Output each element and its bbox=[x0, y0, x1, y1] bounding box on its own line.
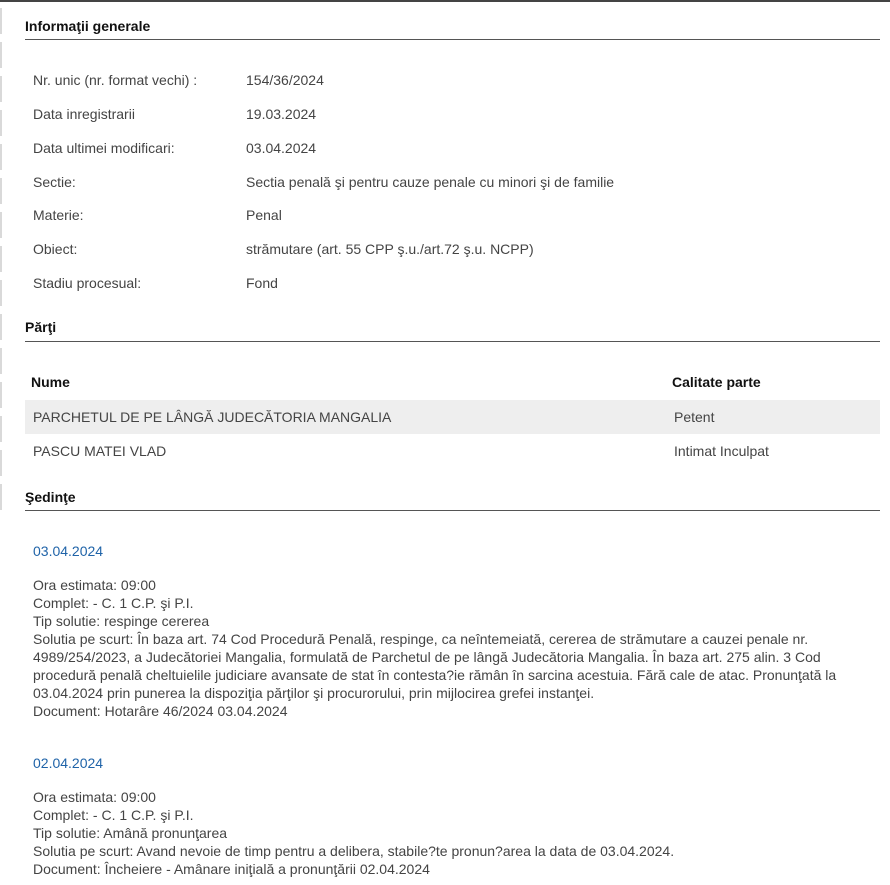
info-value: Fond bbox=[246, 275, 278, 291]
session-solutie: Solutia pe scurt: În baza art. 74 Cod Procedură Penală, respinge, ca neîntemeiată, cererea de strămutare a cauzei penale nr. 4989/254/2023, a Judecătoriei Mangalia, formulată de Parchetul de pe lângă Judecătoria Mangalia. În baza art. 275 alin. 3 Cod procedură penală cheltuielile judiciare avansate de stat în contesta?ie rămân în sarcina acestuia. Fără cale de atac. Pronunţată la 03.04.2024 prin punerea la dispoziţia părţilor şi procurorului, prin mijlocirea grefei instanţei. bbox=[33, 631, 837, 701]
column-header-nume: Nume bbox=[31, 374, 70, 390]
table-row bbox=[25, 434, 880, 468]
info-value: 03.04.2024 bbox=[246, 140, 317, 156]
session-ora: Ora estimata: 09:00 bbox=[33, 789, 156, 805]
info-value: strămutare (art. 55 CPP ş.u./art.72 ş.u. NCPP) bbox=[246, 241, 534, 257]
session-document: Document: Hotarâre 46/2024 03.04.2024 bbox=[33, 703, 288, 719]
session-complet: Complet: - C. 1 C.P. şi P.I. bbox=[33, 807, 194, 823]
session-solutie: Solutia pe scurt: Avand nevoie de timp pentru a delibera, stabile?te pronun?area la data de 03.04.2024. bbox=[33, 843, 675, 859]
session-entry bbox=[33, 754, 883, 878]
info-label: Data inregistrarii bbox=[33, 106, 135, 122]
info-value: Penal bbox=[246, 207, 282, 223]
session-entry bbox=[33, 542, 883, 720]
session-tip-solutie: Tip solutie: respinge cererea bbox=[33, 613, 210, 629]
general-info-heading: Informaţii generale bbox=[25, 18, 880, 40]
info-label: Nr. unic (nr. format vechi) : bbox=[33, 72, 198, 88]
info-value: 19.03.2024 bbox=[246, 106, 317, 122]
session-document: Document: Încheiere - Amânare iniţială a pronunţării 02.04.2024 bbox=[33, 861, 430, 877]
info-label: Obiect: bbox=[33, 241, 78, 257]
party-name: PARCHETUL DE PE LÂNGĂ JUDECĂTORIA MANGALIA bbox=[33, 409, 392, 425]
info-label: Stadiu procesual: bbox=[33, 275, 142, 291]
party-role: Intimat Inculpat bbox=[674, 443, 769, 459]
party-name: PASCU MATEI VLAD bbox=[33, 443, 167, 459]
info-value: Sectia penală şi pentru cauze penale cu minori şi de familie bbox=[246, 174, 615, 190]
session-date-link[interactable]: 03.04.2024 bbox=[33, 543, 104, 559]
session-complet: Complet: - C. 1 C.P. şi P.I. bbox=[33, 595, 194, 611]
info-label: Data ultimei modificari: bbox=[33, 140, 175, 156]
session-date-link[interactable]: 02.04.2024 bbox=[33, 755, 104, 771]
party-role: Petent bbox=[674, 409, 715, 425]
sedinte-heading: Şedinţe bbox=[25, 489, 880, 511]
top-border bbox=[0, 0, 890, 2]
column-header-calitate: Calitate parte bbox=[672, 374, 761, 390]
left-margin-marks bbox=[0, 0, 2, 885]
parti-heading: Părţi bbox=[25, 319, 880, 342]
parti-table-header bbox=[25, 374, 880, 394]
session-tip-solutie: Tip solutie: Amână pronunţarea bbox=[33, 825, 228, 841]
session-ora: Ora estimata: 09:00 bbox=[33, 577, 156, 593]
table-row bbox=[25, 400, 880, 434]
info-label: Materie: bbox=[33, 207, 84, 223]
info-value: 154/36/2024 bbox=[246, 72, 324, 88]
info-label: Sectie: bbox=[33, 174, 76, 190]
